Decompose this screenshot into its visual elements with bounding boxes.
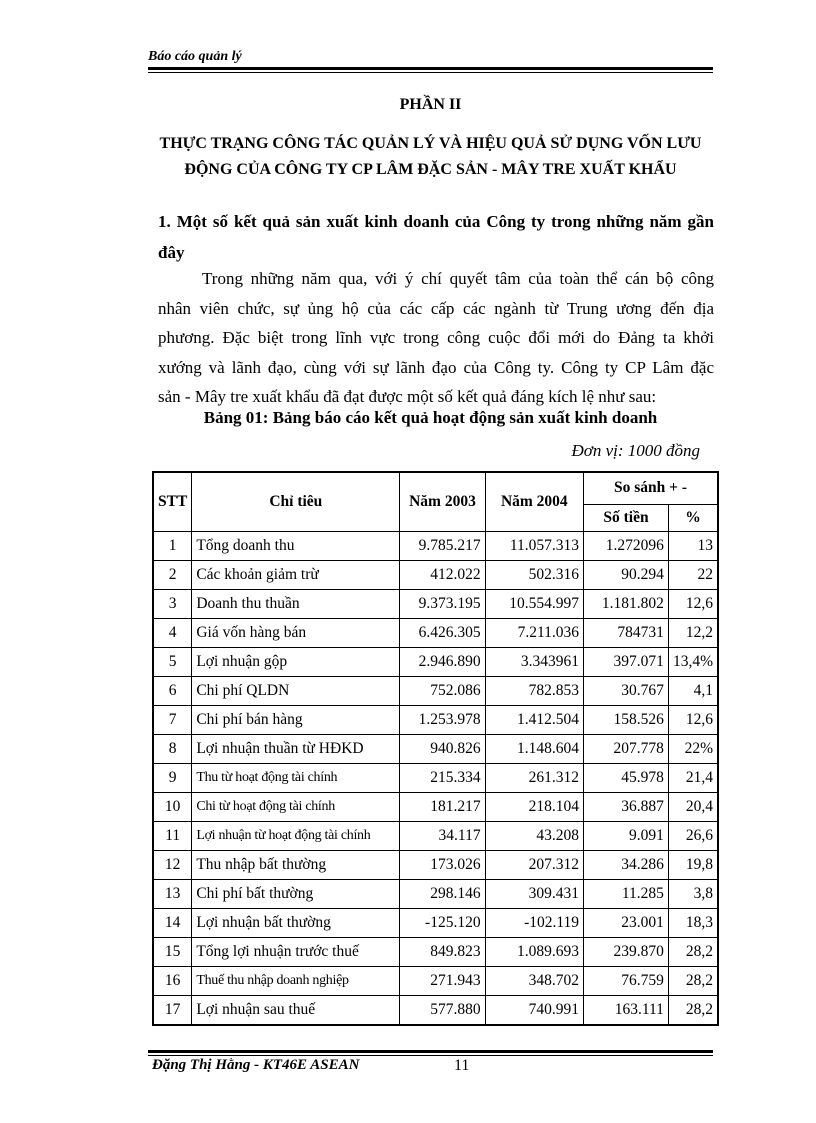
row-value-2003: 173.026 xyxy=(400,851,485,880)
table-row xyxy=(153,590,718,619)
header-compare: So sánh + - xyxy=(584,472,718,504)
paragraph-line-5: sản - Mây tre xuất khẩu đã đạt được một số kết quả đáng kích lệ như sau: xyxy=(158,387,657,407)
row-stt: 3 xyxy=(153,590,192,619)
table-row xyxy=(153,648,718,677)
row-stt: 2 xyxy=(153,561,192,590)
row-diff-amount: 30.767 xyxy=(584,677,669,706)
paragraph-line-2: nhân viên chức, sự ủng hộ của các cấp các ngành từ Trung ương đến địa xyxy=(158,298,714,318)
table-row xyxy=(153,793,718,822)
chapter-title xyxy=(148,131,713,183)
row-diff-percent: 4,1 xyxy=(668,677,718,706)
row-value-2004: 43.208 xyxy=(485,822,583,851)
table-row xyxy=(153,822,718,851)
row-diff-amount: 397.071 xyxy=(584,648,669,677)
table-row xyxy=(153,938,718,967)
row-stt: 7 xyxy=(153,706,192,735)
table-row xyxy=(153,967,718,996)
row-diff-amount: 784731 xyxy=(584,619,669,648)
row-diff-amount: 163.111 xyxy=(584,996,669,1026)
row-diff-percent: 22 xyxy=(668,561,718,590)
table-caption: Bảng 01: Bảng báo cáo kết quả hoạt động sản xuất kinh doanh xyxy=(203,408,658,427)
row-value-2004: 1.148.604 xyxy=(485,735,583,764)
row-diff-amount: 9.091 xyxy=(584,822,669,851)
row-value-2003: 181.217 xyxy=(400,793,485,822)
row-value-2003: 34.117 xyxy=(400,822,485,851)
row-value-2003: 215.334 xyxy=(400,764,485,793)
table-row xyxy=(153,561,718,590)
row-diff-amount: 45.978 xyxy=(584,764,669,793)
row-value-2003: -125.120 xyxy=(400,909,485,938)
row-value-2003: 298.146 xyxy=(400,880,485,909)
row-indicator: Các khoản giảm trừ xyxy=(192,561,400,590)
row-diff-percent: 26,6 xyxy=(668,822,718,851)
row-stt: 16 xyxy=(153,967,192,996)
row-value-2004: 261.312 xyxy=(485,764,583,793)
row-value-2003: 849.823 xyxy=(400,938,485,967)
section-heading-line-2: đây xyxy=(158,243,185,262)
row-indicator: Chi từ hoạt động tài chính xyxy=(192,793,400,822)
table-row xyxy=(153,909,718,938)
row-value-2003: 940.826 xyxy=(400,735,485,764)
row-diff-percent: 21,4 xyxy=(668,764,718,793)
row-stt: 14 xyxy=(153,909,192,938)
paragraph-line-4: xướng và lãnh đạo, cùng với sự lãnh đạo của Công ty. Công ty CP Lâm đặc xyxy=(158,357,714,377)
header-stt: STT xyxy=(153,472,192,532)
row-diff-amount: 158.526 xyxy=(584,706,669,735)
row-indicator: Lợi nhuận thuần từ HĐKD xyxy=(192,735,400,764)
row-indicator: Lợi nhuận sau thuế xyxy=(192,996,400,1026)
row-value-2004: 1.412.504 xyxy=(485,706,583,735)
row-value-2003: 9.373.195 xyxy=(400,590,485,619)
row-diff-amount: 207.778 xyxy=(584,735,669,764)
row-diff-percent: 28,2 xyxy=(668,938,718,967)
row-diff-percent: 28,2 xyxy=(668,967,718,996)
row-indicator: Chi phí bán hàng xyxy=(192,706,400,735)
table-row xyxy=(153,532,718,561)
row-value-2003: 1.253.978 xyxy=(400,706,485,735)
row-value-2004: 502.316 xyxy=(485,561,583,590)
table-row xyxy=(153,880,718,909)
row-value-2004: 11.057.313 xyxy=(485,532,583,561)
table-row xyxy=(153,851,718,880)
row-indicator: Thuế thu nhập doanh nghiệp xyxy=(192,967,400,996)
paragraph-line-1: Trong những năm qua, với ý chí quyết tâm của toàn thể cán bộ công xyxy=(202,269,714,288)
row-value-2003: 271.943 xyxy=(400,967,485,996)
row-diff-amount: 76.759 xyxy=(584,967,669,996)
row-diff-amount: 23.001 xyxy=(584,909,669,938)
row-stt: 6 xyxy=(153,677,192,706)
row-value-2004: 7.211.036 xyxy=(485,619,583,648)
row-stt: 5 xyxy=(153,648,192,677)
row-stt: 1 xyxy=(153,532,192,561)
row-stt: 13 xyxy=(153,880,192,909)
header-percent: % xyxy=(668,504,718,531)
row-value-2004: 309.431 xyxy=(485,880,583,909)
row-diff-amount: 239.870 xyxy=(584,938,669,967)
row-value-2003: 2.946.890 xyxy=(400,648,485,677)
row-indicator: Lợi nhuận từ hoạt động tài chính xyxy=(192,822,400,851)
row-value-2004: -102.119 xyxy=(485,909,583,938)
table-unit: Đơn vị: 1000 đồng xyxy=(571,441,700,460)
table-row xyxy=(153,996,718,1026)
report-table xyxy=(152,471,719,1026)
row-stt: 12 xyxy=(153,851,192,880)
section-heading xyxy=(158,206,714,268)
footer-rule-thin xyxy=(148,1055,713,1056)
header-year-2004: Năm 2004 xyxy=(485,472,583,532)
row-diff-amount: 90.294 xyxy=(584,561,669,590)
row-stt: 17 xyxy=(153,996,192,1026)
chapter-title-line-2: ĐỘNG CỦA CÔNG TY CP LÂM ĐẶC SẢN - MÂY TRE XUẤT KHẨU xyxy=(184,161,677,178)
row-diff-percent: 3,8 xyxy=(668,880,718,909)
row-indicator: Tổng doanh thu xyxy=(192,532,400,561)
row-value-2004: 348.702 xyxy=(485,967,583,996)
table-row xyxy=(153,677,718,706)
row-stt: 15 xyxy=(153,938,192,967)
row-diff-percent: 18,3 xyxy=(668,909,718,938)
paragraph-line-3: phương. Đặc biệt trong lĩnh vực trong công cuộc đổi mới do Đảng ta khởi xyxy=(158,328,714,348)
row-indicator: Thu nhập bất thường xyxy=(192,851,400,880)
row-diff-percent: 13 xyxy=(668,532,718,561)
page-header-title: Báo cáo quản lý xyxy=(148,49,242,64)
footer-author: Đặng Thị Hằng - KT46E ASEAN xyxy=(152,1057,360,1073)
row-diff-percent: 22% xyxy=(668,735,718,764)
row-value-2004: 10.554.997 xyxy=(485,590,583,619)
row-stt: 8 xyxy=(153,735,192,764)
row-value-2003: 577.880 xyxy=(400,996,485,1026)
row-stt: 10 xyxy=(153,793,192,822)
row-value-2003: 6.426.305 xyxy=(400,619,485,648)
table-row xyxy=(153,764,718,793)
row-diff-percent: 13,4% xyxy=(668,648,718,677)
row-diff-percent: 28,2 xyxy=(668,996,718,1026)
part-title: PHẦN II xyxy=(399,96,462,113)
row-value-2004: 207.312 xyxy=(485,851,583,880)
header-year-2003: Năm 2003 xyxy=(400,472,485,532)
table-row xyxy=(153,735,718,764)
row-stt: 9 xyxy=(153,764,192,793)
row-diff-percent: 19,8 xyxy=(668,851,718,880)
row-value-2003: 9.785.217 xyxy=(400,532,485,561)
footer-rule xyxy=(148,1050,713,1053)
header-rule-thin xyxy=(148,72,713,73)
page-number: 11 xyxy=(454,1057,470,1074)
row-indicator: Lợi nhuận gộp xyxy=(192,648,400,677)
row-diff-amount: 34.286 xyxy=(584,851,669,880)
header-indicator: Chỉ tiêu xyxy=(192,472,400,532)
row-indicator: Doanh thu thuần xyxy=(192,590,400,619)
table-row xyxy=(153,706,718,735)
header-amount: Số tiền xyxy=(584,504,669,531)
row-value-2004: 218.104 xyxy=(485,793,583,822)
row-value-2004: 1.089.693 xyxy=(485,938,583,967)
row-value-2004: 3.343961 xyxy=(485,648,583,677)
row-value-2003: 752.086 xyxy=(400,677,485,706)
row-indicator: Thu từ hoạt động tài chính xyxy=(192,764,400,793)
row-stt: 11 xyxy=(153,822,192,851)
row-diff-percent: 12,6 xyxy=(668,706,718,735)
row-indicator: Lợi nhuận bất thường xyxy=(192,909,400,938)
row-indicator: Chi phí bất thường xyxy=(192,880,400,909)
chapter-title-line-1: THỰC TRẠNG CÔNG TÁC QUẢN LÝ VÀ HIỆU QUẢ SỬ DỤNG VỐN LƯU xyxy=(159,135,702,152)
row-diff-amount: 1.272096 xyxy=(584,532,669,561)
row-indicator: Chi phí QLDN xyxy=(192,677,400,706)
row-value-2004: 740.991 xyxy=(485,996,583,1026)
row-indicator: Giá vốn hàng bán xyxy=(192,619,400,648)
row-diff-percent: 12,2 xyxy=(668,619,718,648)
row-stt: 4 xyxy=(153,619,192,648)
row-diff-amount: 11.285 xyxy=(584,880,669,909)
header-rule xyxy=(148,67,713,70)
row-diff-amount: 1.181.802 xyxy=(584,590,669,619)
row-diff-amount: 36.887 xyxy=(584,793,669,822)
table-row xyxy=(153,619,718,648)
row-indicator: Tổng lợi nhuận trước thuế xyxy=(192,938,400,967)
row-value-2004: 782.853 xyxy=(485,677,583,706)
row-diff-percent: 20,4 xyxy=(668,793,718,822)
intro-paragraph xyxy=(158,264,714,412)
section-heading-line-1: 1. Một số kết quả sản xuất kinh doanh của Công ty trong những năm gần xyxy=(158,212,714,231)
row-value-2003: 412.022 xyxy=(400,561,485,590)
row-diff-percent: 12,6 xyxy=(668,590,718,619)
